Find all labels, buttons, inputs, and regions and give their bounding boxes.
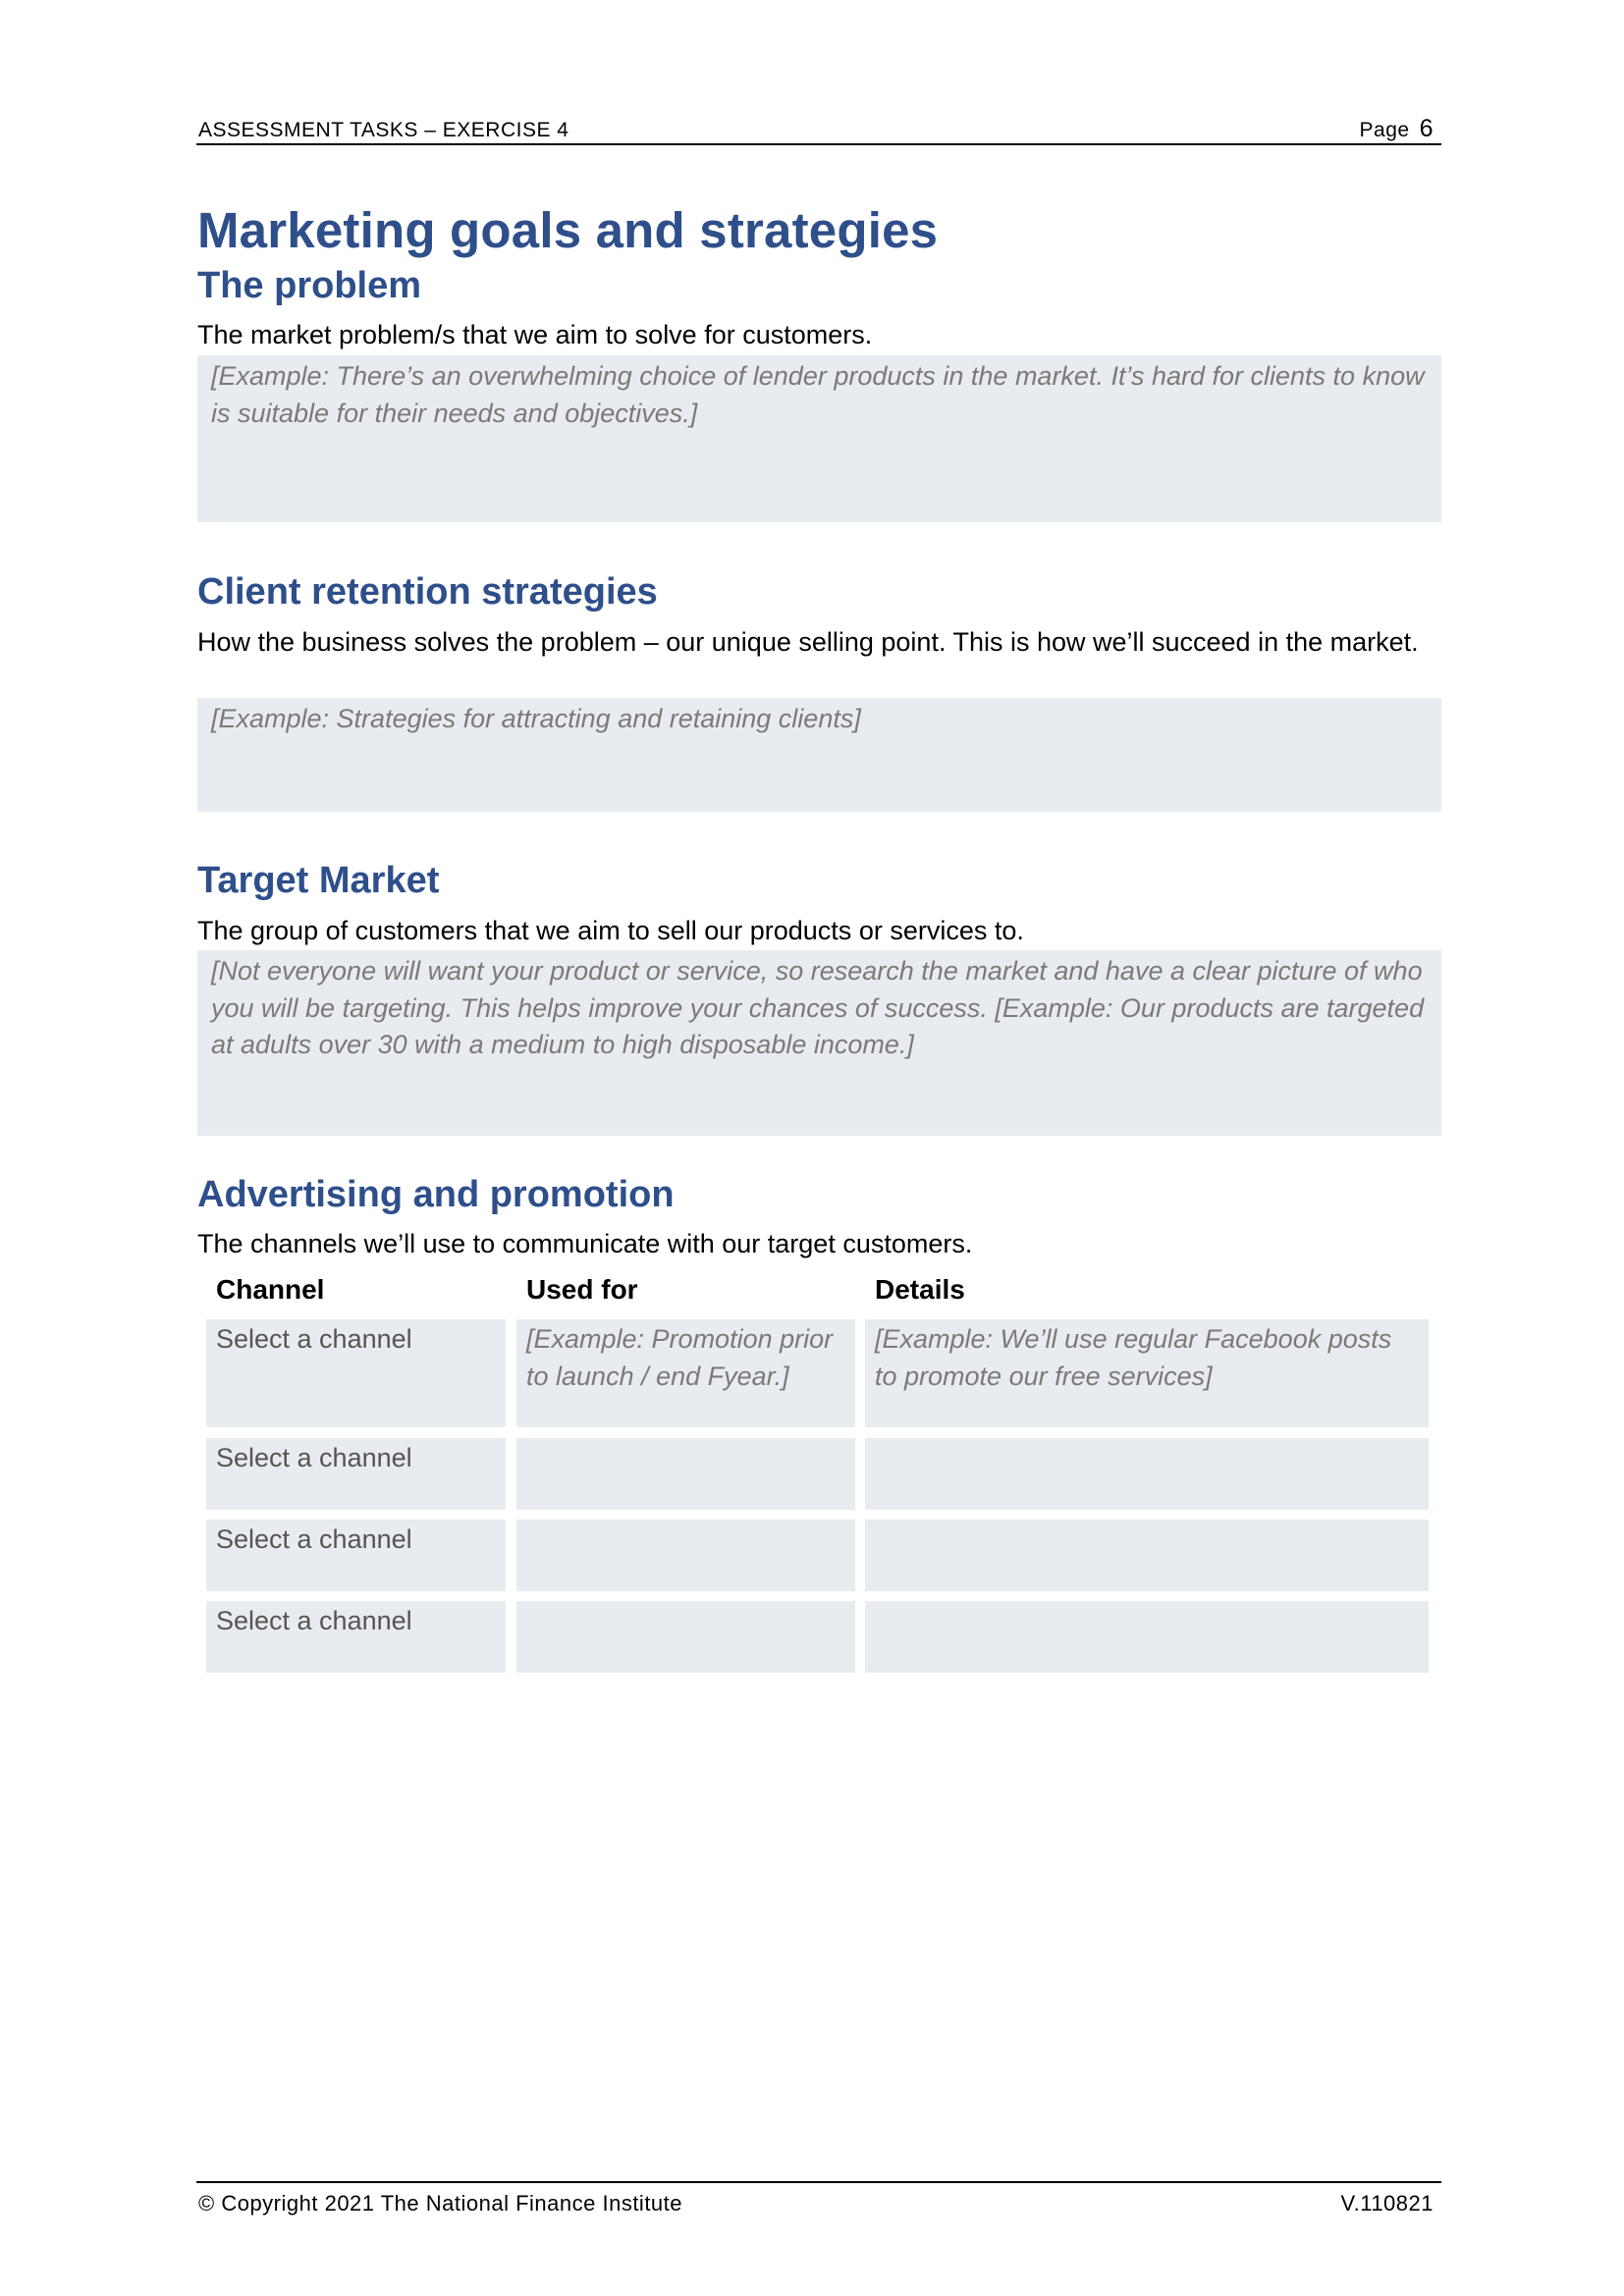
channel-select[interactable]: Select a channel: [206, 1601, 506, 1673]
channel-select[interactable]: Select a channel: [206, 1520, 506, 1591]
problem-heading: The problem: [197, 265, 422, 306]
used-for-cell[interactable]: [516, 1601, 855, 1673]
header-title: ASSESSMENT TASKS – EXERCISE 4: [198, 119, 569, 141]
used-for-cell[interactable]: [516, 1520, 855, 1591]
channel-select[interactable]: Select a channel: [206, 1438, 506, 1510]
details-cell[interactable]: [865, 1520, 1429, 1591]
details-cell[interactable]: [Example: We’ll use regular Facebook posts to promote our free services]: [865, 1319, 1429, 1427]
used-for-cell[interactable]: [Example: Promotion prior to launch / end Fyear.]: [516, 1319, 855, 1427]
page-title: Marketing goals and strategies: [197, 202, 939, 258]
retention-heading: Client retention strategies: [197, 571, 658, 613]
target-input-box[interactable]: [Not everyone will want your product or service, so research the market and have a clear picture of who you will be targeting. This helps improve your chances of success. [Example: Our products are targeted at adults over 30 with a medium to high disposable income.]: [197, 950, 1441, 1136]
problem-input-box[interactable]: [Example: There’s an overwhelming choice of lender products in the market. It’s hard for clients to know is suitable for their needs and objectives.]: [197, 355, 1441, 522]
problem-description: The market problem/s that we aim to solve for customers.: [197, 320, 873, 349]
retention-input-box[interactable]: [Example: Strategies for attracting and retaining clients]: [197, 698, 1441, 812]
used-for-cell[interactable]: [516, 1438, 855, 1510]
page-number: 6: [1419, 115, 1434, 142]
copyright-text: © Copyright 2021 The National Finance Institute: [198, 2191, 683, 2216]
column-header-details: Details: [875, 1274, 965, 1305]
column-header-channel: Channel: [216, 1274, 325, 1305]
details-cell[interactable]: [865, 1438, 1429, 1510]
target-description: The group of customers that we aim to sell our products or services to.: [197, 916, 1024, 945]
page-footer: [196, 2181, 1441, 2216]
page-header: [196, 115, 1441, 145]
details-cell[interactable]: [865, 1601, 1429, 1673]
page-label: Page: [1359, 119, 1410, 141]
target-heading: Target Market: [197, 860, 440, 901]
channel-select[interactable]: Select a channel: [206, 1319, 506, 1427]
advertising-description: The channels we’ll use to communicate with our target customers.: [197, 1229, 973, 1258]
version-text: V.110821: [1340, 2191, 1434, 2216]
page-indicator: [1360, 115, 1434, 143]
column-header-used-for: Used for: [526, 1274, 638, 1305]
retention-description: How the business solves the problem – our unique selling point. This is how we’ll succeed in the market.: [197, 627, 1419, 657]
advertising-heading: Advertising and promotion: [197, 1174, 675, 1215]
